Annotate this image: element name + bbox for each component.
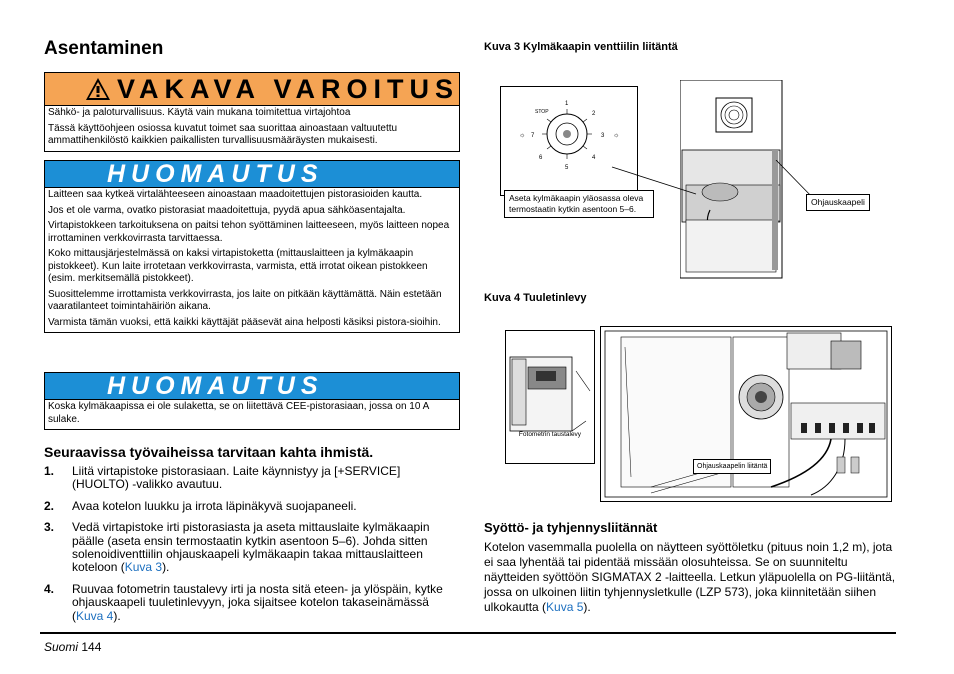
- warning-triangle-icon: [85, 77, 111, 101]
- dial-label: 7: [531, 133, 535, 139]
- section-paragraph: [484, 540, 904, 615]
- figure3-caption: Kuva 3 Kylmäkaapin venttiilin liitäntä: [484, 41, 678, 53]
- section-text: Kotelon vasemmalla puolella on näytteen syöttöletku (pituus noin 1,2 m), jota ei saa lyhentää tai pidentää missään olosuhteissa. Se on suunniteltu näytteiden syöttöön SIGMATAX 2 -laitteella. Letkun yläpuolella on PG-liitäntä, jossa on ulkoinen liitin tyhjennysletkulle (LZP 573), joka kiinnitetään siihen ulkokautta (: [484, 540, 896, 614]
- page-footer: [44, 640, 101, 654]
- fan-plate-figure: [600, 326, 892, 502]
- cable-callout: Ohjauskaapeli: [806, 194, 870, 211]
- dial-label: 6: [539, 155, 543, 161]
- notice-paragraph: Virtapistokkeen tarkoituksena on paitsi tehon syöttäminen laitteeseen, myös laitteen nopea irrottaminen verkkovirrasta tarvittaessa.: [48, 220, 450, 244]
- photometer-callout: Fotometrin taustalevy: [518, 431, 582, 438]
- photometer-drawing: [506, 331, 594, 463]
- step-text-end: ).: [162, 560, 170, 575]
- svg-text:☼: ☼: [519, 132, 526, 139]
- dial-label: 2: [592, 111, 596, 117]
- figure4-caption: Kuva 4 Tuuletinlevy: [484, 292, 587, 304]
- notice-body: [45, 188, 459, 329]
- figure-link-kuva3[interactable]: Kuva 3: [124, 560, 163, 575]
- footer-language: Suomi: [44, 640, 79, 654]
- notice-paragraph: Varmista tämän vuoksi, että kaikki käyttäjät pääsevät aina helposti käsiksi pistora-sioihin.: [48, 316, 441, 328]
- notice-paragraph: Koko mittausjärjestelmässä on kaksi virtapistoketta (mittauslaitteen ja kylmäkaapin pistokkeet). Kun laite irrotetaan verkkovirrasta, varmista, että irrotat oikean pistokkeen (esim. merkitsemällä pistokkeet).: [48, 248, 428, 284]
- fan-connector-callout: Ohjauskaapelin liitäntä: [693, 459, 771, 474]
- warning-paragraph: Sähkö- ja paloturvallisuus. Käytä vain mukana toimitettua virtajohtoa: [48, 107, 351, 118]
- notice-body: [45, 400, 459, 426]
- photometer-figure: [505, 330, 595, 464]
- dial-label: 4: [592, 155, 596, 161]
- figure-link-kuva5[interactable]: Kuva 5: [546, 600, 584, 614]
- page-title: Asentaminen: [44, 38, 164, 59]
- warning-body: [45, 106, 459, 148]
- footer-rule: [40, 632, 896, 634]
- step-item: [44, 521, 458, 575]
- warning-title: VAKAVA VAROITUS: [117, 73, 460, 104]
- step-number: 4.: [44, 581, 55, 596]
- dial-label: 1: [565, 101, 569, 107]
- dial-label: 3: [601, 133, 605, 139]
- notice-box-2: [44, 372, 460, 430]
- thermostat-callout: Aseta kylmäkaapin yläosassa oleva termostaatin kytkin asentoon 5–6.: [504, 190, 654, 218]
- notice-header: HUOMAUTUS: [45, 161, 459, 188]
- step-item: [44, 500, 458, 513]
- step-text: Vedä virtapistoke irti pistorasiasta ja aseta mittauslaite kylmäkaapin päälle (aseta ensin termostaatin kytkin asentoon 5–6). Johda sitten solenoidiventtiilin ohjauskaapeli kylmäkaapin takaa mittauslaitteen koteloon (: [72, 520, 430, 575]
- steps-heading: Seuraavissa työvaiheissa tarvitaan kahta ihmistä.: [44, 444, 374, 460]
- dial-stop-label: STOP: [535, 109, 549, 115]
- warning-paragraph: Tässä käyttöohjeen osiossa kuvatut toimet saa suorittaa ainoastaan valtuutettu ammattihenkilöstö kaikkien paikallisten turvallisuusmääräysten mukaisesti.: [48, 122, 398, 146]
- step-number: 1.: [44, 464, 55, 478]
- notice-box-1: [44, 160, 460, 333]
- notice-paragraph: Laitteen saa kytkeä virtalähteeseen ainoastaan maadoitettujen pistorasioiden kautta.: [48, 189, 423, 200]
- warning-header: [45, 73, 459, 106]
- step-item: [44, 583, 458, 623]
- notice-paragraph: Jos et ole varma, ovatko pistorasiat maadoitettuja, pyydä apua sähköasentajalta.: [48, 204, 406, 216]
- step-text: Ruuvaa fotometrin taustalevy irti ja nosta sitä eteen- ja ylöspäin, kytke ohjauskaapeli tuuletinlevyyn, joka sijaitsee kotelon takaseinämässä (: [72, 581, 443, 623]
- step-number: 2.: [44, 498, 55, 513]
- footer-page-number: 144: [81, 640, 102, 654]
- step-text: Liitä virtapistoke pistorasiaan. Laite käynnistyy ja [+SERVICE] (HUOLTO) -valikko avautuu.: [72, 464, 401, 492]
- figure-link-kuva4[interactable]: Kuva 4: [76, 608, 114, 623]
- notice-paragraph: Koska kylmäkaapissa ei ole sulaketta, se on liitettävä CEE-pistorasiaan, jossa on 10 A sulake.: [48, 401, 429, 425]
- step-text: Avaa kotelon luukku ja irrota läpinäkyvä suojapaneeli.: [72, 498, 357, 513]
- step-text-end: ).: [113, 608, 121, 623]
- fan-plate-drawing: [601, 327, 891, 501]
- step-number: 3.: [44, 520, 55, 535]
- steps-list: [44, 465, 458, 631]
- dial-label: 5: [565, 165, 569, 171]
- section-heading: Syöttö- ja tyhjennysliitännät: [484, 520, 658, 535]
- warning-box: [44, 72, 460, 152]
- notice-header: HUOMAUTUS: [45, 373, 459, 400]
- step-item: [44, 465, 458, 492]
- notice-paragraph: Suosittelemme irrottamista verkkovirrasta, jos laite on pitkään käyttämättä. Näin estetään vaaratilanteet toimintahäiriön aikana.: [48, 288, 442, 312]
- section-text-end: ).: [583, 600, 591, 614]
- svg-text:☼: ☼: [613, 132, 620, 139]
